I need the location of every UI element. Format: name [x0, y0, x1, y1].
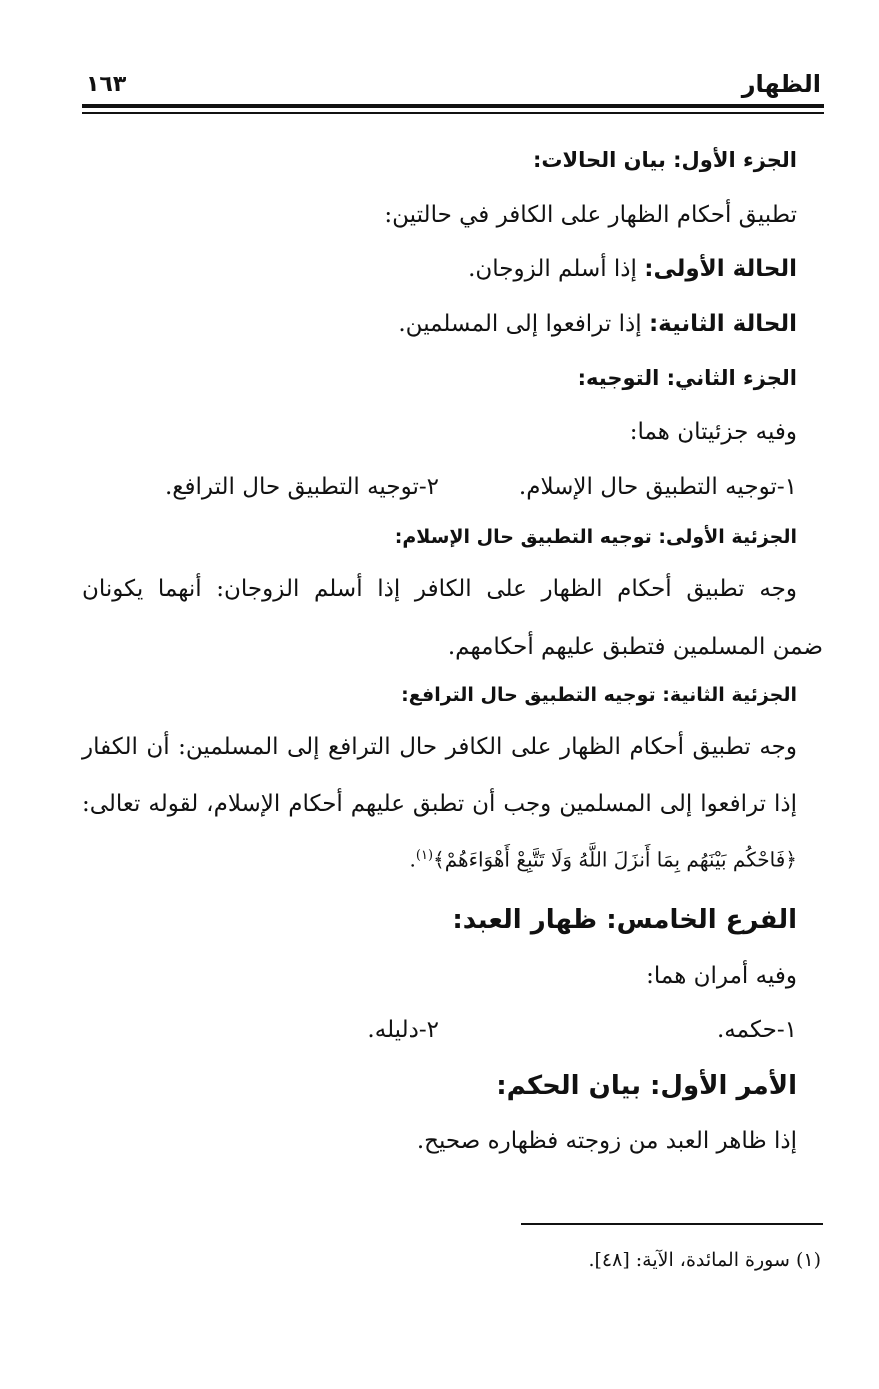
- heading-part-two: الجزء الثاني: التوجيه:: [577, 366, 797, 390]
- header-rule-thin: [82, 112, 824, 114]
- quran-end: .: [409, 847, 416, 872]
- matter-item-one: ١-حكمه.: [717, 1017, 797, 1043]
- paragraph-ruling: إذا ظاهر العبد من زوجته فظهاره صحيح.: [416, 1128, 797, 1154]
- footnote-rule: [521, 1223, 823, 1225]
- header-rule-thick: [82, 104, 824, 108]
- case-one-text: إذا أسلم الزوجان.: [468, 256, 645, 282]
- quran-verse: [410, 839, 797, 877]
- case-one: [468, 252, 797, 286]
- paragraph-sub-one-line-two: ضمن المسلمين فتطبق عليهم أحكامهم.: [447, 634, 823, 660]
- footnote-ref: (١): [415, 848, 434, 863]
- paragraph-sub-two-line-one: وجه تطبيق أحكام الظهار على الكافر حال الترافع إلى المسلمين: أن الكفار: [82, 734, 797, 760]
- heading-part-one: الجزء الأول: بيان الحالات:: [533, 148, 797, 172]
- heading-sub-two: الجزئية الثانية: توجيه التطبيق حال الترافع:: [401, 684, 797, 706]
- paragraph-sub-one-line-one: وجه تطبيق أحكام الظهار على الكافر إذا أسلم الزوجان: أنهما يكونان: [82, 576, 797, 602]
- running-header-title: الظهار: [741, 70, 821, 98]
- paragraph-sub-two-line-two: إذا ترافعوا إلى المسلمين وجب أن تطبق عليهم أحكام الإسلام، لقوله تعالى:: [82, 791, 797, 817]
- footnote: (١) سورة المائدة، الآية: [٤٨].: [588, 1249, 821, 1271]
- heading-matter-one: الأمر الأول: بيان الحكم:: [496, 1071, 797, 1101]
- paragraph-two-matters: وفيه أمران هما:: [646, 963, 797, 989]
- paragraph-two-parts: وفيه جزئيتان هما:: [629, 419, 797, 445]
- heading-branch-five: الفرع الخامس: ظهار العبد:: [452, 905, 797, 935]
- list-item-one: ١-توجيه التطبيق حال الإسلام.: [518, 474, 797, 500]
- page-number: ١٦٣: [86, 72, 127, 97]
- matter-item-two: ٢-دليله.: [367, 1017, 439, 1043]
- paragraph-intro: تطبيق أحكام الظهار على الكافر في حالتين:: [384, 202, 797, 228]
- heading-sub-one: الجزئية الأولى: توجيه التطبيق حال الإسلام:: [394, 526, 797, 548]
- case-two: [398, 307, 797, 341]
- case-two-text: إذا ترافعوا إلى المسلمين.: [398, 311, 649, 337]
- case-one-label: الحالة الأولى:: [644, 256, 797, 282]
- case-two-label: الحالة الثانية:: [648, 311, 797, 337]
- list-item-two: ٢-توجيه التطبيق حال الترافع.: [164, 474, 439, 500]
- quran-text: ﴿فَاحْكُم بَيْنَهُم بِمَا أَنزَلَ اللَّهُ وَلَا تَتَّبِعْ أَهْوَاءَهُمْ﴾: [433, 847, 797, 872]
